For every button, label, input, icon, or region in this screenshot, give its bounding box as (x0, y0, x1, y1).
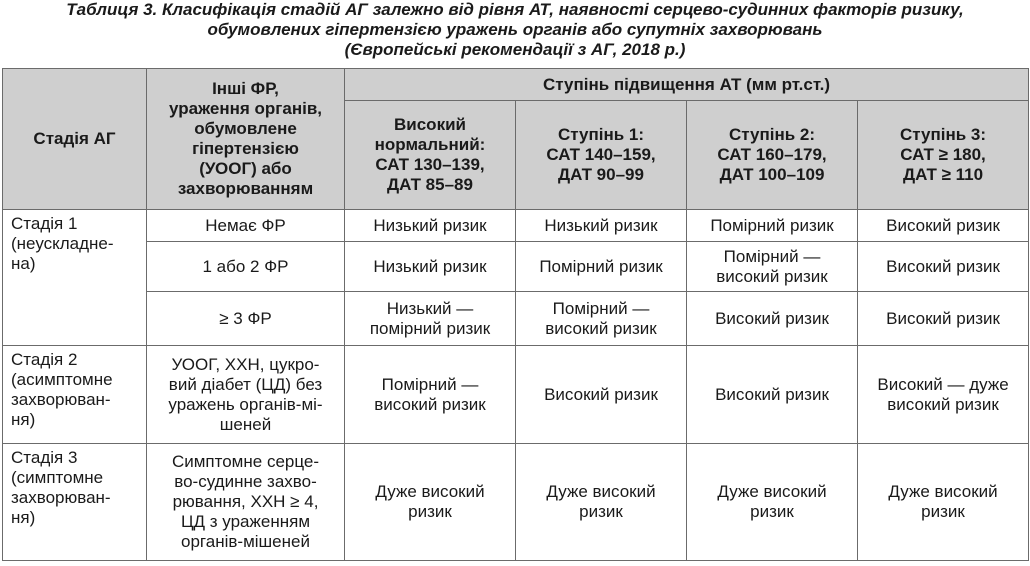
header-grade-2 (687, 101, 858, 210)
cell-text-line: (УООГ) або (199, 159, 292, 178)
cell-text-line: високий ризик (374, 394, 486, 414)
cell-text-line: Високий ризик (886, 308, 1000, 328)
factor-cell (147, 444, 345, 561)
risk-cell (858, 210, 1029, 242)
risk-cell (345, 346, 516, 444)
cell-text-line: високий ризик (716, 266, 828, 286)
cell-text-line: органів-мішеней (181, 532, 310, 551)
cell-text-line: 1 або 2 ФР (202, 256, 289, 276)
table-row (3, 210, 1029, 242)
cell-text-line: ДАТ 100–109 (719, 165, 825, 184)
header-stage: Стадія АГ (3, 69, 147, 210)
cell-text-line: Немає ФР (205, 215, 286, 235)
table-row (3, 242, 1029, 292)
cell-text-line: Низький ризик (373, 215, 487, 235)
header-factors (147, 69, 345, 210)
cell-text-line: Ступінь 3: (900, 125, 987, 144)
risk-cell (687, 292, 858, 346)
cell-text-line: ураження органів, (169, 99, 322, 118)
cell-text-line: Ступінь 2: (728, 125, 816, 144)
cell-text-line: Стадія 2 (11, 350, 78, 369)
cell-text-line: Низький ризик (544, 215, 658, 235)
risk-cell (516, 242, 687, 292)
cell-text-line: на) (11, 254, 36, 273)
risk-cell (858, 242, 1029, 292)
cell-text-line: Помірний ризик (710, 215, 834, 235)
stage-1-label (3, 210, 147, 346)
risk-cell (516, 444, 687, 561)
cell-text-line: нормальний: (374, 135, 486, 154)
cell-text-line: обумовлене (194, 119, 297, 138)
cell-text-line: (симптомне (11, 468, 104, 487)
cell-text-line: Помірний ризик (539, 256, 663, 276)
cell-text-line: Ступінь 1: (557, 125, 645, 144)
risk-cell (858, 292, 1029, 346)
cell-text-line: ризик (750, 502, 794, 521)
factor-cell (147, 210, 345, 242)
cell-text-line: ДАТ 90–99 (558, 165, 644, 184)
risk-cell (858, 346, 1029, 444)
cell-text-line: гіпертензією (192, 139, 299, 158)
cell-text-line: (неускладне- (11, 234, 114, 253)
cell-text-line: ризик (579, 502, 623, 521)
header-grade-group: Ступінь підвищення АТ (мм рт.ст.) (345, 69, 1029, 101)
cell-text-line: ризик (408, 502, 452, 521)
cell-text-line: САТ ≥ 180, (900, 145, 986, 164)
cell-text-line: Помірний — (552, 298, 650, 318)
risk-cell (858, 444, 1029, 561)
cell-text-line: Стадія 1 (11, 214, 78, 233)
cell-text-line: (асимптомне (11, 370, 113, 389)
table-caption (0, 0, 1030, 60)
risk-cell (345, 242, 516, 292)
cell-text-line: Високий ризик (715, 308, 829, 328)
cell-text-line: САТ 160–179, (717, 145, 827, 164)
risk-classification-table (2, 68, 1029, 561)
cell-text-line: ≥ 3 ФР (219, 308, 272, 328)
cell-text-line: високий ризик (545, 318, 657, 338)
cell-text-line: вий діабет (ЦД) без (168, 374, 323, 394)
risk-cell (687, 210, 858, 242)
header-grade-3 (858, 101, 1029, 210)
factor-cell (147, 346, 345, 444)
risk-cell (345, 210, 516, 242)
cell-text-line: ЦД з ураженням (180, 512, 311, 531)
risk-cell (687, 444, 858, 561)
cell-text-line: САТ 130–139, (375, 155, 485, 174)
caption-line-1: Таблиця 3. Класифікація стадій АГ залежно від рівня АТ, наявності серцево-судинних факторів ризику, (66, 0, 964, 19)
risk-cell (687, 346, 858, 444)
cell-text-line: Дуже високий (546, 482, 656, 501)
cell-text-line: во-судинне захво- (174, 472, 317, 491)
factor-cell (147, 242, 345, 292)
cell-text-line: захворюван- (11, 390, 111, 409)
risk-cell (345, 292, 516, 346)
cell-text-line: уражень органів-мі- (168, 394, 323, 414)
cell-text-line: Високий ризик (886, 256, 1000, 276)
cell-text-line: Помірний — (723, 246, 821, 266)
table-row (3, 346, 1029, 444)
cell-text-line: Високий ризик (544, 384, 658, 404)
cell-text-line: Дуже високий (375, 482, 485, 501)
stage-2-label (3, 346, 147, 444)
cell-text-line: САТ 140–159, (546, 145, 656, 164)
caption-line-3: (Європейські рекомендації з АГ, 2018 р.) (344, 40, 686, 59)
risk-cell (687, 242, 858, 292)
risk-cell (516, 346, 687, 444)
cell-text-line: шеней (219, 414, 272, 434)
cell-text-line: рювання, ХХН ≥ 4, (172, 492, 319, 511)
cell-text-line: Високий ризик (715, 384, 829, 404)
cell-text-line: високий ризик (887, 394, 999, 414)
cell-text-line: ня) (11, 508, 36, 527)
header-grade-high-normal (345, 101, 516, 210)
factor-cell (147, 292, 345, 346)
cell-text-line: Високий ризик (886, 215, 1000, 235)
stage-3-label (3, 444, 147, 561)
cell-text-line: Високий (394, 115, 466, 134)
table-row (3, 444, 1029, 561)
risk-cell (516, 292, 687, 346)
risk-cell (345, 444, 516, 561)
cell-text-line: ДАТ ≥ 110 (902, 165, 984, 184)
header-grade-1 (516, 101, 687, 210)
table-row (3, 292, 1029, 346)
cell-text-line: ня) (11, 410, 36, 429)
cell-text-line: УООГ, ХХН, цукро- (171, 354, 320, 374)
cell-text-line: Високий — дуже (877, 374, 1009, 394)
risk-cell (516, 210, 687, 242)
cell-text-line: Дуже високий (888, 482, 998, 501)
cell-text-line: ризик (921, 502, 965, 521)
caption-line-2: обумовлених гіпертензією уражень органів або супутніх захворювань (207, 20, 823, 39)
cell-text-line: Інші ФР, (212, 79, 279, 98)
cell-text-line: Помірний — (381, 374, 479, 394)
cell-text-line: Дуже високий (717, 482, 827, 501)
cell-text-line: ДАТ 85–89 (387, 175, 473, 194)
cell-text-line: захворюванням (177, 179, 314, 198)
cell-text-line: Симптомне серце- (171, 452, 320, 471)
cell-text-line: помірний ризик (369, 318, 491, 338)
cell-text-line: Стадія 3 (11, 448, 78, 467)
cell-text-line: Низький — (386, 298, 474, 318)
cell-text-line: захворюван- (11, 488, 111, 507)
cell-text-line: Низький ризик (373, 256, 487, 276)
